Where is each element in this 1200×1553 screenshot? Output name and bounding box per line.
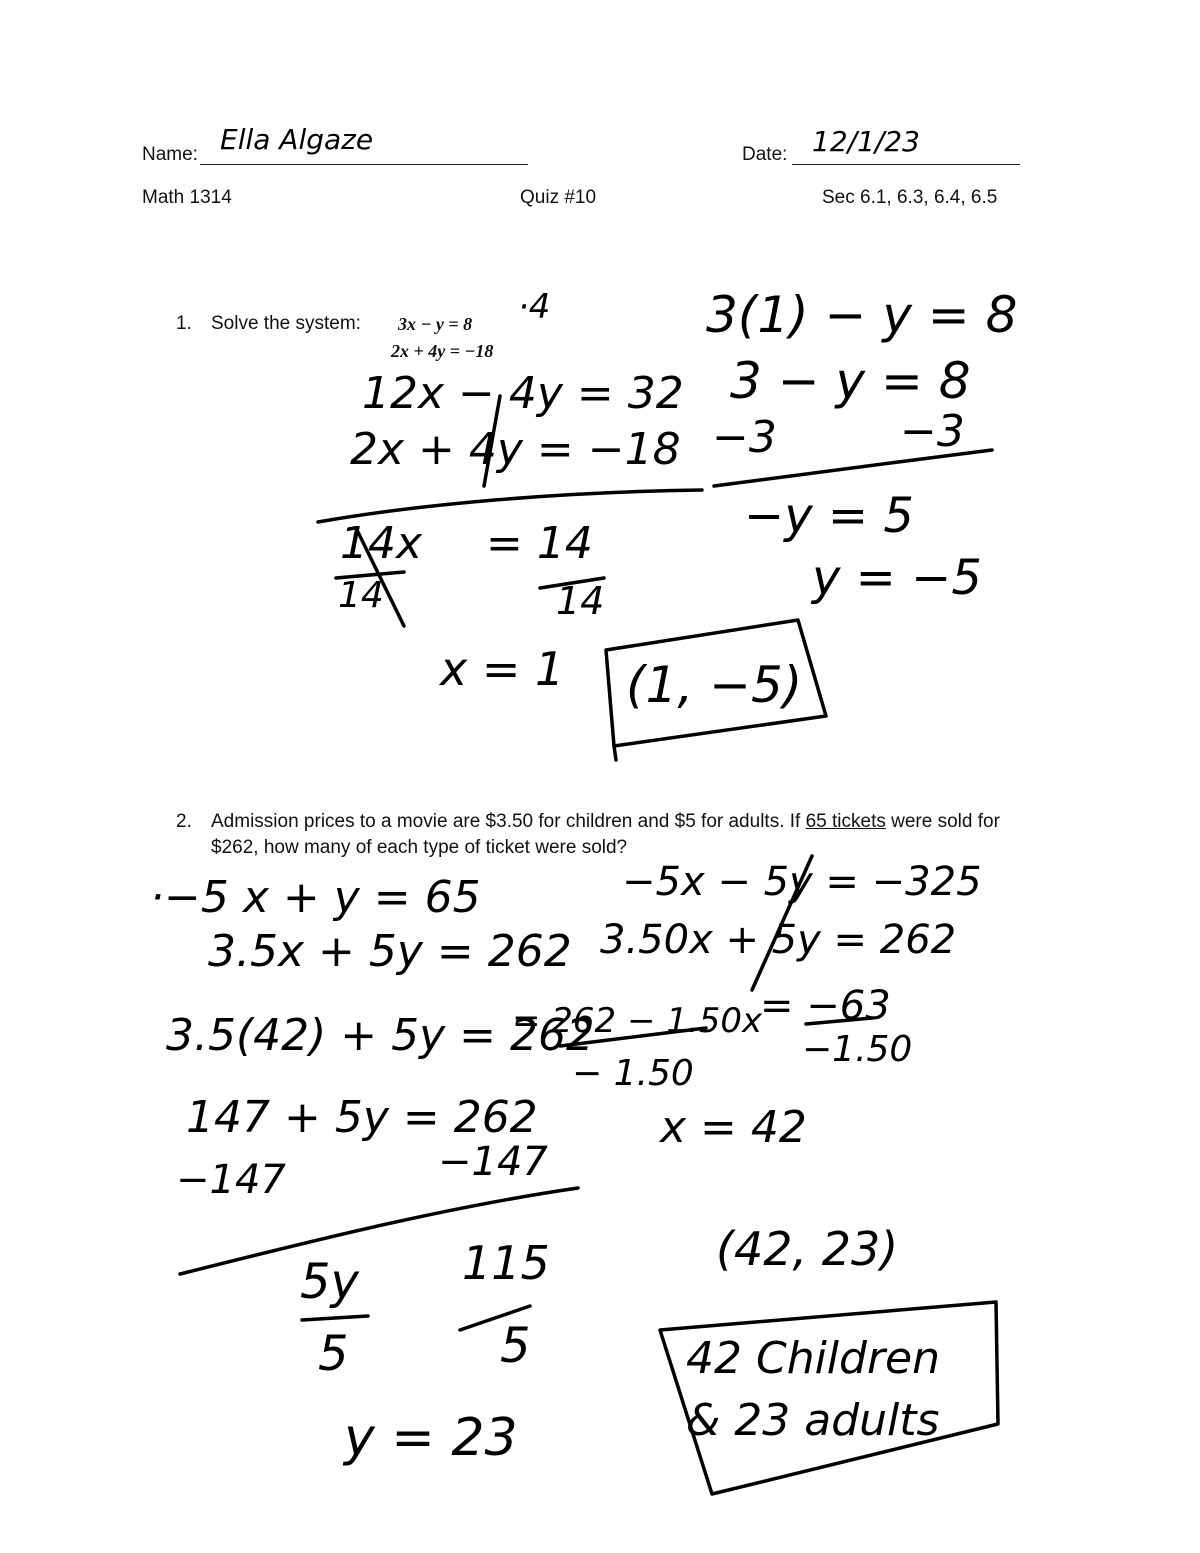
q2-work-line: 3.50x + 5y = 262 <box>600 917 957 963</box>
q2-work-line: 5y <box>300 1254 359 1310</box>
q1-prompt: Solve the system: <box>211 313 361 334</box>
q1-work-line: −3 <box>900 406 965 457</box>
q1-work-line: 14x <box>340 518 423 569</box>
course-label: Math 1314 <box>142 187 232 208</box>
q2-work-line: 3.5x + 5y = 262 <box>208 926 572 977</box>
q1-work-line: 14 <box>338 575 384 616</box>
q2-work-line: − 1.50 <box>572 1053 694 1094</box>
q1-equation-2: 2x + 4y = −18 <box>391 341 494 361</box>
q1-work-line: 12x − 4y = 32 <box>362 368 684 419</box>
q1-work-line: 3 − y = 8 <box>730 352 971 410</box>
sections-label: Sec 6.1, 6.3, 6.4, 6.5 <box>822 187 998 208</box>
student-name: Ella Algaze <box>220 123 374 156</box>
q1-equation-1: 3x − y = 8 <box>398 314 473 334</box>
q2-work-line: ·−5 x + y = 65 <box>150 872 481 923</box>
q1-work-line: 14 <box>556 579 605 623</box>
q2-work-line: = −63 <box>760 983 891 1029</box>
q1-answer-box-tick <box>614 746 616 760</box>
q2-work-line: y = 23 <box>344 1408 518 1468</box>
q1-work-line: y = −5 <box>812 550 982 606</box>
q2-work-line: −147 <box>438 1139 548 1185</box>
q1-multiplier: ·4 <box>518 287 551 327</box>
q2-work-line: x = 42 <box>660 1102 807 1153</box>
q2-work-line: 115 <box>462 1236 550 1290</box>
q2-work-line: 5 <box>318 1326 349 1382</box>
q2-work-line: −5x − 5y = −325 <box>622 859 982 905</box>
q2-work-line: 3.5(42) + 5y = 262 <box>166 1010 594 1061</box>
q2-work-line: (42, 23) <box>716 1222 899 1276</box>
q1-answer: (1, −5) <box>626 656 803 714</box>
q2-prompt <box>211 809 1051 861</box>
q2-work-line: 5 <box>500 1318 531 1374</box>
q1-number: 1. <box>176 313 192 334</box>
q2-prompt-underlined: 65 tickets <box>805 811 886 832</box>
q2-work-line: = 262 − 1.50x <box>512 1001 763 1041</box>
q1-work-line: −y = 5 <box>744 488 914 544</box>
date-blank-line[interactable] <box>792 164 1020 165</box>
date-value: 12/1/23 <box>812 125 920 158</box>
q2-work-line: −1.50 <box>802 1029 913 1070</box>
quiz-label: Quiz #10 <box>520 187 597 208</box>
name-blank-line[interactable] <box>200 164 528 165</box>
q1-work-line: = 14 <box>486 518 593 569</box>
date-label: Date: <box>742 144 788 165</box>
q2-fraction-bar <box>302 1316 368 1320</box>
q2-answer: 42 Children & 23 adults <box>686 1333 941 1446</box>
q1-work-line: 2x + 4y = −18 <box>350 424 681 475</box>
q1-work-line: x = 1 <box>440 642 565 696</box>
q2-prompt-text-end: were sold for $262, how many of each type of ticket were sold? <box>211 811 1000 858</box>
q1-work-line: 3(1) − y = 8 <box>706 286 1018 344</box>
q2-work-line: 147 + 5y = 262 <box>186 1092 538 1143</box>
q2-number: 2. <box>176 811 192 832</box>
name-label: Name: <box>142 144 198 165</box>
q2-prompt-text: Admission prices to a movie are $3.50 for children and $5 for adults. If <box>211 811 806 832</box>
q2-work-line: −147 <box>176 1157 286 1203</box>
q1-work-line: −3 <box>712 412 777 463</box>
